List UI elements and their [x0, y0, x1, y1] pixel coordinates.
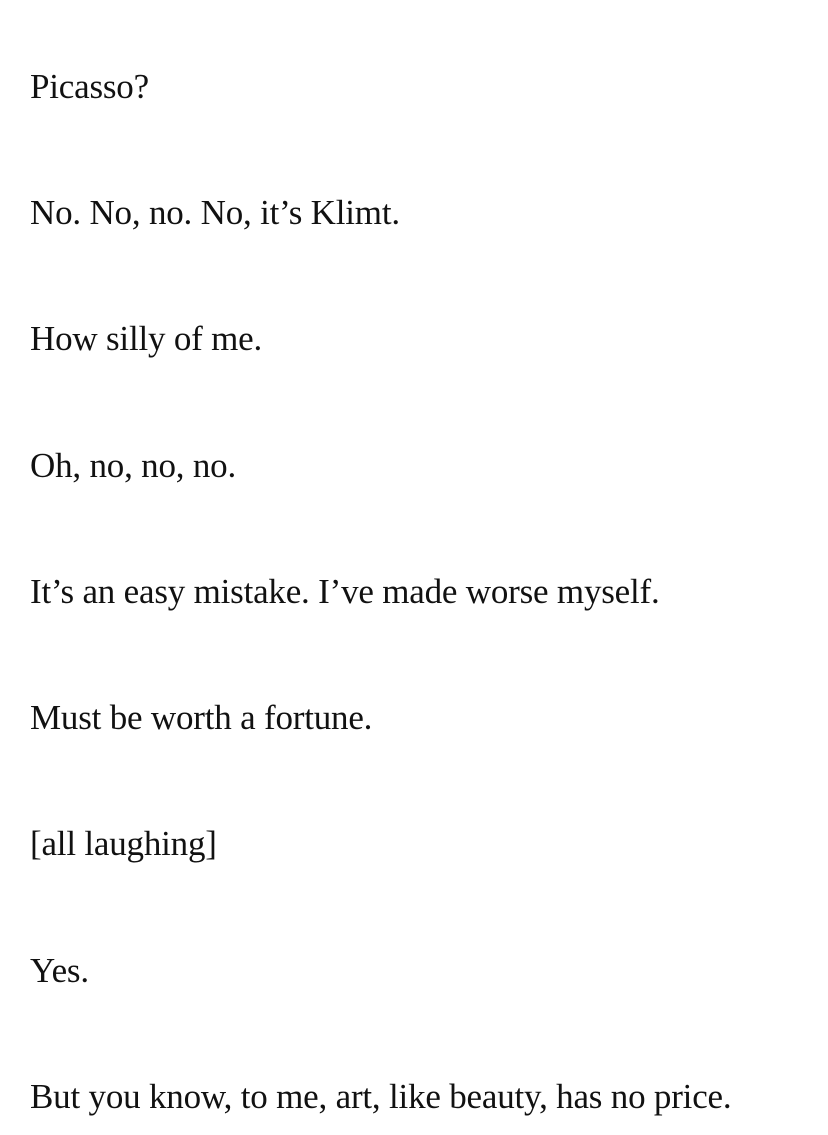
- transcript-line: No. No, no. No, it’s Klimt.: [30, 193, 400, 232]
- transcript-line: Yes.: [30, 951, 89, 990]
- transcript-line: But you know, to me, art, like beauty, has no price.: [30, 1077, 732, 1116]
- transcript-line: It’s an easy mistake. I’ve made worse myself.: [30, 572, 660, 611]
- transcript-line: How silly of me.: [30, 319, 263, 358]
- sound-description-line: [all laughing]: [30, 824, 217, 863]
- transcript-line: Must be worth a fortune.: [30, 698, 373, 737]
- transcript-line: Oh, no, no, no.: [30, 446, 237, 485]
- transcript-line: Picasso?: [30, 67, 149, 106]
